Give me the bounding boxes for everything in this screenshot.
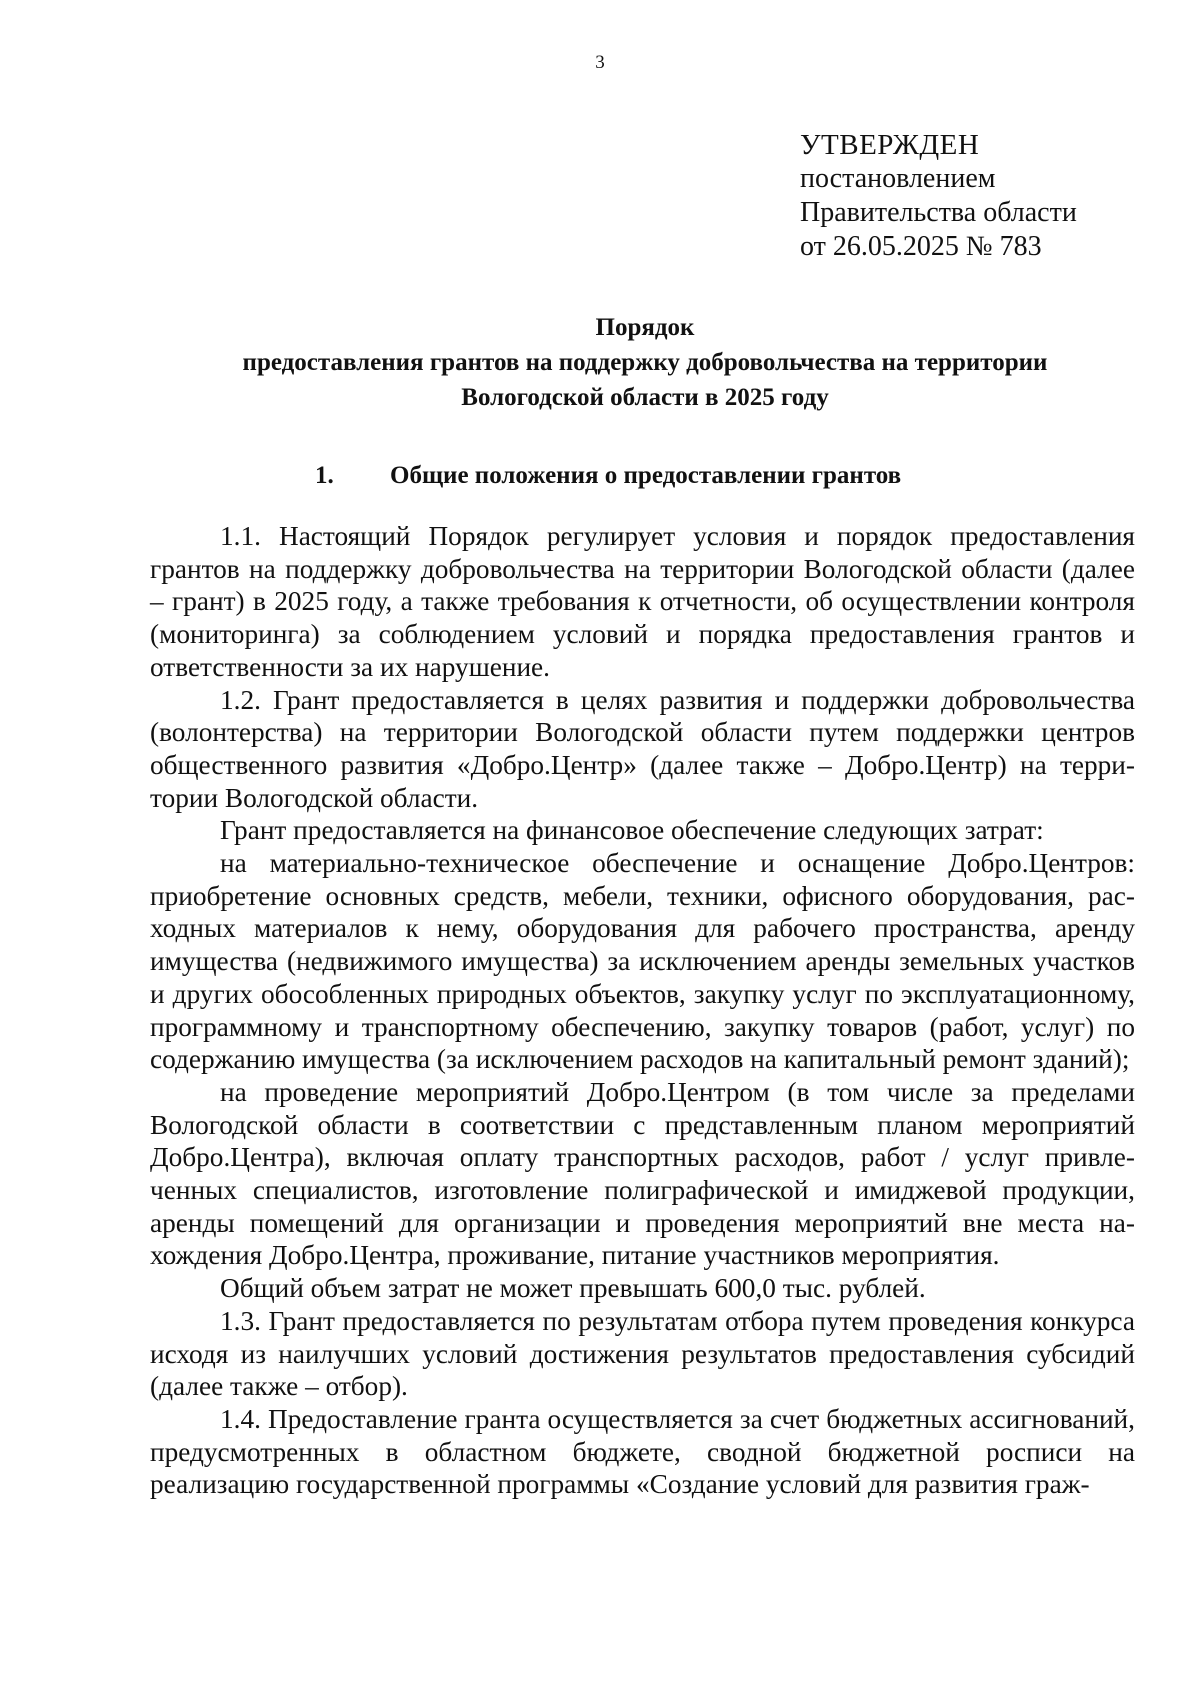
paragraph-1-2: 1.2. Грант предоставляется в целях развития и поддержки добровольчества (волонтерства) на территории Вологодской области путем поддержки центров общественного развития «Добро.Центр» (далее также – Добро.Центр) на территории Вологодской области. xyxy=(150,684,1135,813)
section-number: 1. xyxy=(315,462,334,489)
approval-line-resolution: постановлением xyxy=(800,163,996,194)
paragraph-events: на проведение мероприятий Добро.Центром (в том числе за пределами Вологодской области в соответствии с представленным планом мероприятий Добро.Центра), включая оплату транспортных расходов, работ / услуг привлеченных специалистов, изготовление полиграфической и имиджевой продукции, аренды помещений для организации и проведения мероприятий вне места нахождения Добро.Центра, проживание, питание участников мероприятия. xyxy=(150,1076,1135,1271)
document-title-line-3: Вологодской области в 2025 году xyxy=(461,384,829,411)
paragraph-1-3: 1.3. Грант предоставляется по результатам отбора путем проведения конкурса исходя из наилучших условий достижения результатов предоставления субсидий (далее также – отбор). xyxy=(150,1305,1135,1402)
document-title-line-1: Порядок xyxy=(595,314,695,341)
paragraph-1-1: 1.1. Настоящий Порядок регулирует условия и порядок предоставления грантов на поддержку добровольчества на территории Вологодской области (далее – грант) в 2025 году, а также требования к отчетности, об осуществлении контроля (мониторинга) за соблюдением условий и порядка предоставления грантов и ответственности за их нарушение. xyxy=(150,521,1135,682)
paragraph-1-4: 1.4. Предоставление гранта осуществляется за счет бюджетных ассигнований, предусмотренных в областном бюджете, сводной бюджетной росписи на реализацию государственной программы «Создание условий для развития граж- xyxy=(150,1403,1135,1500)
paragraph-total-limit: Общий объем затрат не может превышать 600,0 тыс. рублей. xyxy=(220,1273,926,1304)
section-title: Общие положения о предоставлении грантов xyxy=(390,462,902,489)
paragraph-material-support: на материально-техническое обеспечение и оснащение Добро.Центров: приобретение основных средств, мебели, техники, офисного оборудования, расходных материалов к нему, оборудования для рабочего пространства, аренду имущества (недвижимого имущества) за исключением аренды земельных участков и других обособленных природных объектов, закупку услуг по эксплуатационному, программному и транспортному обеспечению, закупку товаров (работ, услуг) по содержанию имущества (за исключением расходов на капитальный ремонт зданий); xyxy=(150,848,1135,1075)
approval-title: УТВЕРЖДЕН xyxy=(800,129,980,161)
document-body xyxy=(150,520,1135,1501)
paragraph-grant-purpose: Грант предоставляется на финансовое обеспечение следующих затрат: xyxy=(220,815,1044,846)
approval-line-government: Правительства области xyxy=(800,197,1077,228)
document-title xyxy=(150,310,1140,415)
page-number: 3 xyxy=(595,52,605,73)
document-title-line-2: предоставления грантов на поддержку добровольчества на территории xyxy=(242,349,1048,376)
approval-line-date-number: от 26.05.2025 № 783 xyxy=(800,231,1042,262)
approval-stamp xyxy=(800,128,1180,264)
